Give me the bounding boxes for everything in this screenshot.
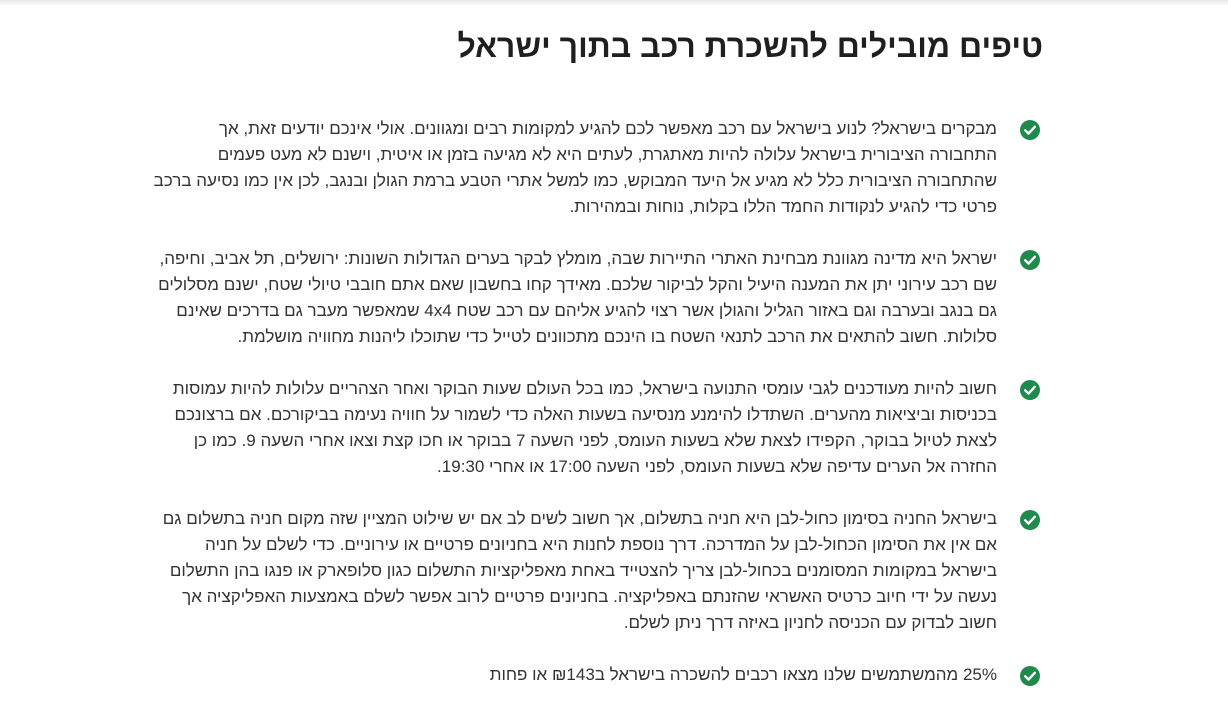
tip-text: מבקרים בישראל? לנוע בישראל עם רכב מאפשר לכם להגיע למקומות רבים ומגוונים. אולי אינכם יודעים זאת, אך התחבורה הציבורית בישראל עלולה להיות מאתגרת, לעתים היא לא מגיעה בזמן או איטית, וישנם לא מעט פעמים שהתחבורה הציבורית כלל לא מגיע אל היעד המבוקש, כמו למשל אתרי הטבע ברמת הגולן ובנגב, לכן אין כמו נסיעה ברכב פרטי כדי להגיע לנקודות החמד הללו בקלות, נוחות ובמהירות. <box>153 119 997 216</box>
tips-list <box>150 116 1043 688</box>
tip-item-4 <box>150 506 1043 636</box>
tip-item-1 <box>150 116 1043 220</box>
tip-text: ישראל היא מדינה מגוונת מבחינת האתרי התיירות שבה, מומלץ לבקר בערים הגדולות השונות: ירושלים, תל אביב, וחיפה, שם רכב עירוני יתן את המענה היעיל והקל לביקור שלכם. מאידך קחו בחשבון שאם אתם חובבי טיולי שטח, ישנם מסלולים גם בנגב ובערבה וגם באזור הגליל והגולן אשר רצוי להגיע אליהם עם רכב שטח 4x4 שמאפשר מעבר גם בדרכים שאינם סלולות. חשוב להתאים את הרכב לתנאי השטח בו הינכם מתכוונים לטייל כדי שתוכלו ליהנות מחוויה מושלמת. <box>158 249 997 346</box>
tip-text: חשוב להיות מעודכנים לגבי עומסי התנועה בישראל, כמו בכל העולם שעות הבוקר ואחר הצהריים עלולות להיות עמוסות בכניסות וביציאות מהערים. השתדלו להימנע מנסיעה בשעות האלה כדי לשמור על חוויה נעימה בביקורכם. אם ברצונכם לצאת לטיול בבוקר, הקפידו לצאת שלא בשעות העומס, לפני השעה 7 בבוקר או חכו קצת וצאו אחרי השעה 9. כמו כן החזרה אל הערים עדיפה שלא בשעות העומס, לפני השעה 17:00 או אחרי 19:30. <box>172 379 997 476</box>
check-circle-icon <box>1019 665 1041 687</box>
check-circle-icon <box>1019 509 1041 531</box>
tip-text: בישראל החניה בסימון כחול-לבן היא חניה בתשלום, אך חשוב לשים לב אם יש שילוט המציין שזה מקום חניה בתשלום גם אם אין את הסימון הכחול-לבן על המדרכה. דרך נוספת לחנות היא בחניונים פרטיים או עירוניים. כדי לשלם על חניה בישראל במקומות המסומנים בכחול-לבן צריך להצטייד באחת מאפליקציות התשלום כגון סלופארק או פנגו בהן התשלום נעשה על ידי חיוב כרטיס האשראי שהזנתם באפליקציה. בחניונים פרטיים לרוב אפשר לשלם באמצעות האפליקציה אך חשוב לבדוק עם הכניסה לחניון באיזה דרך ניתן לשלם. <box>162 509 997 632</box>
check-circle-icon <box>1019 119 1041 141</box>
page-title: טיפים מובילים להשכרת רכב בתוך ישראל <box>457 28 1043 64</box>
tips-section <box>150 0 1043 688</box>
check-circle-icon <box>1019 379 1041 401</box>
tip-item-2 <box>150 246 1043 350</box>
tip-item-5 <box>150 662 1043 688</box>
tip-text: 25% מהמשתמשים שלנו מצאו רכבים להשכרה בישראל ב₪143 או פחות <box>489 665 997 684</box>
tip-item-3 <box>150 376 1043 480</box>
check-circle-icon <box>1019 249 1041 271</box>
